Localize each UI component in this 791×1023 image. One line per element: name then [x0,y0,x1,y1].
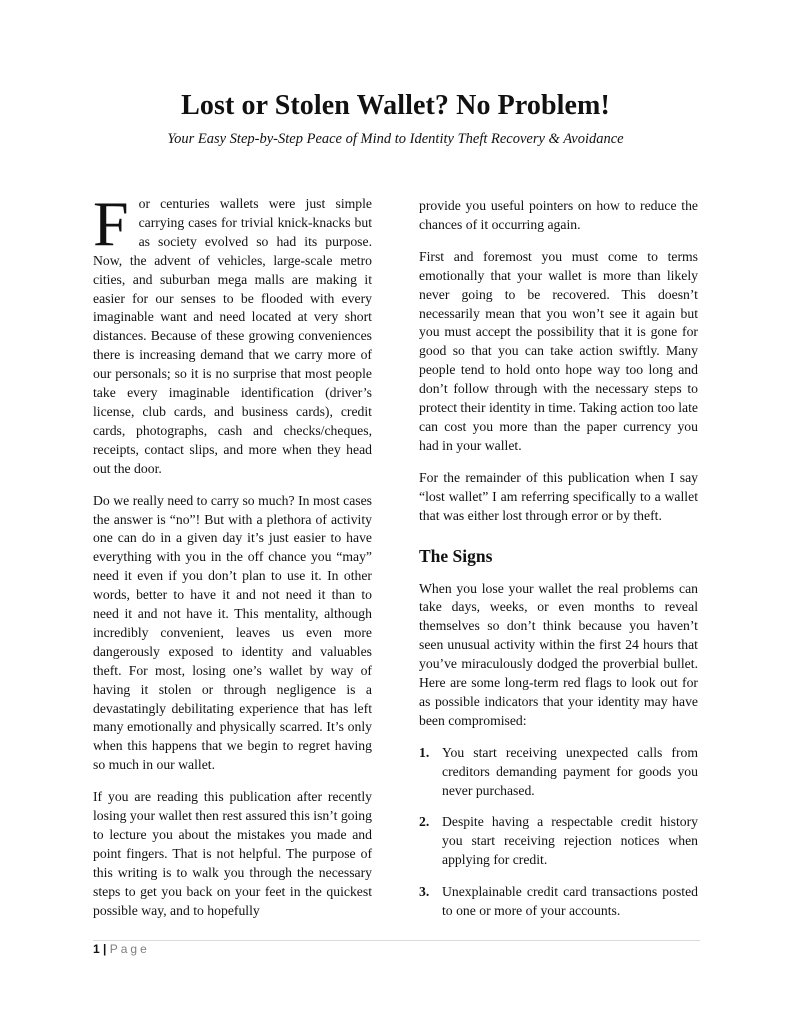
intro-paragraph-text: or centuries wallets were just simple carrying cases for trivial knick-knacks but as society evolved so had its purpose. Now, the advent of vehicles, large-scale metro cities, and suburban mega malls are making it easier for our senses to be flooded with every imaginable want and need located at very short distances. Because of these growing conveniences there is increasing demand that we carry more of our personals; so it is no surprise that most people take every imaginable identification (driver’s license, club cards, and business cards), credit cards, photographs, cash and checks/cheques, receipts, contact slips, and more when they head out the door. [93,196,372,476]
drop-cap: F [93,188,129,259]
paragraph-pointers: provide you useful pointers on how to reduce the chances of it occurring again. [419,198,698,232]
document-subtitle: Your Easy Step-by-Step Peace of Mind to Identity Theft Recovery & Avoidance [167,131,624,147]
left-column [93,188,372,934]
list-item-text: You start receiving unexpected calls from creditors demanding payment for goods you never purchased. [442,744,698,798]
paragraph-carry-so-much: Do we really need to carry so much? In most cases the answer is “no”! But with a plethora of activity one can do in a given day it’s just easier to have everything with you in the off chance you “may” need it even if you don’t plan to use it. In other words, better to have it and not need it than to need it and not have it. This mentality, although incredibly convenient, leaves us even more dangerously exposed to identity and valuables theft. For most, losing one’s wallet by way of having it stolen or through negligence is a devastatingly debilitating experience that has left many emotionally and physically scarred. It’s only when this happens that we begin to regret having so much in our wallet. [93,492,372,773]
list-item [419,883,698,921]
list-item-number: 1. [419,744,430,760]
intro-paragraph [93,188,372,479]
signs-list [419,744,698,921]
paragraph-publication-purpose: If you are reading this publication after recently losing your wallet then rest assured this isn’t going to lecture you about the mistakes you made and point fingers. That is not helpful. The purpose of this writing is to walk you through the necessary steps to get you back on your feet in the quickest possible way, and to hopefully [93,789,372,918]
list-item-number: 3. [419,884,430,900]
section-heading-signs: The Signs [419,545,493,566]
paragraph-lost-wallet-definition: For the remainder of this publication when I say “lost wallet” I am referring specifically to a wallet that was either lost through error or by theft. [419,469,698,523]
page-footer [93,942,150,956]
list-item [419,813,698,870]
footer-divider [93,940,700,941]
list-item [419,744,698,801]
right-column [419,197,698,934]
paragraph-signs-intro: When you lose your wallet the real problems can take days, weeks, or even months to reveal themselves so don’t think because you haven’t seen unusual activity within the first 24 hours that you’ve miraculously dodged the proverbial bullet. Here are some long-term red flags to look out for as possible indicators that your identity may have been compromised: [419,580,698,728]
list-item-number: 2. [419,814,430,830]
page-number: 1 [93,942,100,956]
footer-separator: | [103,942,107,956]
page-label: Page [109,942,150,956]
list-item-text: Despite having a respectable credit history you start receiving rejection notices when applying for credit. [442,814,698,868]
paragraph-first-and-foremost: First and foremost you must come to terms emotionally that your wallet is more than likely never going to be recovered. This doesn’t necessarily mean that you won’t see it again but you must accept the possibility that it is gone for good so that you can take action swiftly. Many people tend to hold onto hope way too long and don’t follow through with the necessary steps to protect their identity in time. Taking action too late can cost you more than the paper currency you had in your wallet. [419,248,698,453]
list-item-text: Unexplainable credit card transactions posted to one or more of your accounts. [442,884,698,919]
document-title: Lost or Stolen Wallet? No Problem! [181,90,610,121]
